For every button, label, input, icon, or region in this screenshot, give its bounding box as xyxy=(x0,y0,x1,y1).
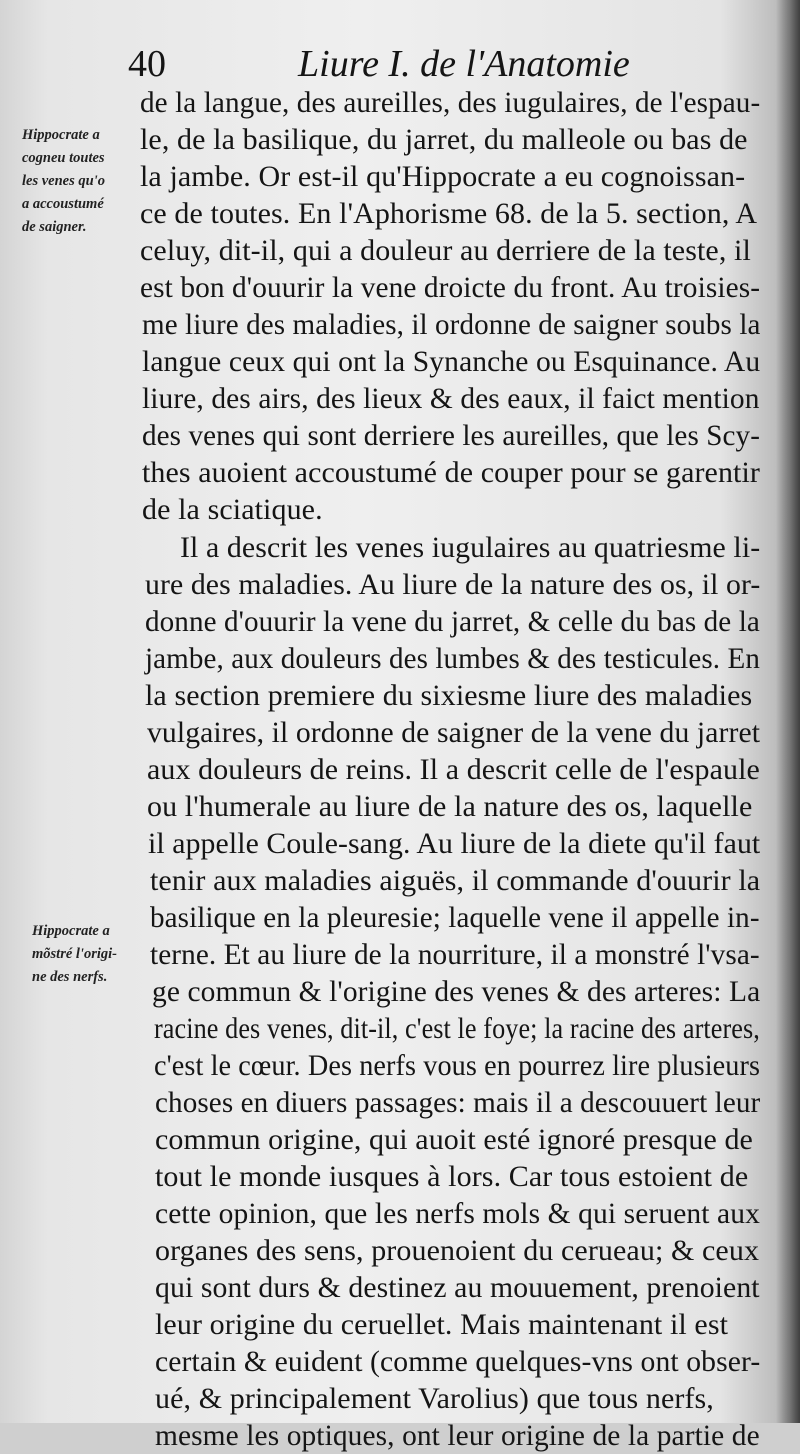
text-line: vulgaires, il ordonne de saigner de la vene du jarret xyxy=(147,716,761,749)
text-line: celuy, dit-il, qui a douleur au derriere de la teste, il xyxy=(140,234,751,267)
margin-note-line: Hippocrate a xyxy=(32,923,110,939)
page-number: 40 xyxy=(128,43,166,85)
text-line: il appelle Coule-sang. Au liure de la diete qu'il faut xyxy=(148,827,761,860)
text-line: terne. Et au liure de la nourriture, il a monstré l'vsa- xyxy=(150,938,760,971)
text-line: ué, & principalement Varolius) que tous nerfs, xyxy=(155,1382,714,1415)
margin-note-line: mõstré l'origi- xyxy=(32,946,117,962)
text-line: cette opinion, que les nerfs mols & qui seruent aux xyxy=(155,1197,760,1230)
text-line: c'est le cœur. Des nerfs vous en pourrez lire plusieurs xyxy=(154,1049,761,1082)
text-line: qui sont durs & destinez au mouuement, prenoient xyxy=(155,1271,760,1304)
text-line: me liure des maladies, il ordonne de saigner soubs la xyxy=(142,308,761,341)
text-line: choses en diuers passages: mais il a descouuert leur xyxy=(155,1086,761,1119)
margin-note-line: cogneu toutes xyxy=(22,150,105,166)
margin-note-line: de saigner. xyxy=(22,219,87,235)
text-line: ge commun & l'origine des venes & des arteres: La xyxy=(152,975,761,1008)
text-line: thes auoient accoustumé de couper pour se garentir xyxy=(142,456,760,489)
margin-note-1 xyxy=(22,124,105,239)
margin-note-2 xyxy=(32,920,117,989)
text-line: est bon d'ouurir la vene droicte du front. Au troisies- xyxy=(140,271,761,304)
margin-note-line: Hippocrate a xyxy=(22,127,100,143)
text-line: langue ceux qui ont la Synanche ou Esquinance. Au xyxy=(142,345,761,378)
text-line: de la langue, des aureilles, des iugulaires, de l'espau- xyxy=(140,86,761,119)
text-line: Il a descrit les venes iugulaires au quatriesme li- xyxy=(180,531,761,564)
margin-note-line: ne des nerfs. xyxy=(32,969,108,985)
text-line: donne d'ouurir la vene du jarret, & celle du bas de la xyxy=(145,605,760,638)
text-line: organes des sens, prouenoient du cerueau; & ceux xyxy=(155,1234,760,1267)
text-line: tenir aux maladies aiguës, il commande d'ouurir la xyxy=(150,864,761,897)
text-line: certain & euident (comme quelques-vns ont obser- xyxy=(155,1345,761,1378)
margin-note-line: a accoustumé xyxy=(22,196,104,212)
text-line: jambe, aux douleurs des lumbes & des testicules. En xyxy=(145,642,760,675)
text-line: tout le monde iusques à lors. Car tous estoient de xyxy=(155,1160,749,1193)
text-line: commun origine, qui auoit esté ignoré presque de xyxy=(155,1123,753,1156)
text-line: aux douleurs de reins. Il a descrit celle de l'espaule xyxy=(147,753,760,786)
text-line: mesme les optiques, ont leur origine de la partie de xyxy=(155,1419,760,1452)
margin-note-line: les venes qu'o xyxy=(22,173,105,189)
text-line: racine des venes, dit-il, c'est le foye; la racine des arteres, xyxy=(154,1012,760,1045)
text-line: ce de toutes. En l'Aphorisme 68. de la 5. section, A xyxy=(140,197,758,230)
text-line: liure, des airs, des lieux & des eaux, il faict mention xyxy=(142,382,760,415)
text-line: la jambe. Or est-il qu'Hippocrate a eu cognoissan- xyxy=(140,160,746,193)
text-line: le, de la basilique, du jarret, du malleole ou bas de xyxy=(140,123,748,156)
page-edge-shadow xyxy=(776,0,800,1423)
text-line: leur origine du ceruellet. Mais maintenant il est xyxy=(155,1308,729,1341)
text-line: des venes qui sont derriere les aureilles, que les Scy- xyxy=(142,419,760,452)
text-line: la section premiere du sixiesme liure des maladies xyxy=(145,679,753,712)
text-line: ou l'humerale au liure de la nature des os, laquelle xyxy=(147,790,753,823)
running-title: Liure I. de l'Anatomie xyxy=(298,43,630,85)
text-line: de la sciatique. xyxy=(142,493,323,526)
text-line: ure des maladies. Au liure de la nature des os, il or- xyxy=(145,568,761,601)
text-line: basilique en la pleuresie; laquelle vene il appelle in- xyxy=(150,901,760,934)
